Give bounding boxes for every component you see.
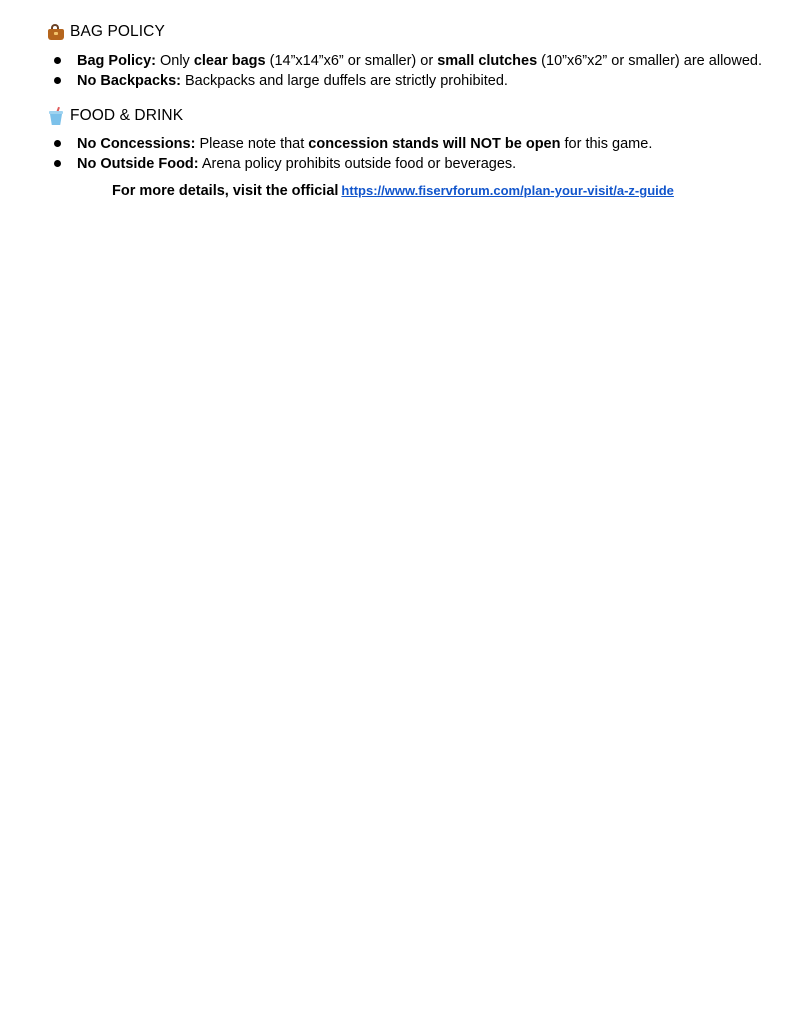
label: No Backpacks:: [77, 73, 181, 89]
food-drink-heading-text: FOOD & DRINK: [70, 107, 184, 124]
list-item-no-backpacks: No Backpacks: Backpacks and large duffels are strictly prohibited.: [0, 71, 791, 91]
label: No Outside Food:: [77, 156, 199, 172]
bullet-icon: [54, 57, 61, 64]
label: No Concessions:: [77, 136, 196, 152]
cup-with-straw-icon: [47, 107, 65, 125]
bullet-icon: [54, 77, 61, 84]
food-drink-list: [0, 134, 791, 174]
bag-policy-heading: [47, 23, 165, 41]
list-item-bag-policy: Bag Policy: Only clear bags (14”x14”x6” or smaller) or small clutches (10”x6”x2” or smaller) are allowed.: [0, 51, 791, 71]
list-item-no-outside-food: No Outside Food: Arena policy prohibits outside food or beverages.: [0, 154, 791, 174]
bag-policy-list: [0, 51, 791, 91]
a-z-guide-link[interactable]: https://www.fiservforum.com/plan-your-visit/a-z-guide: [341, 183, 674, 198]
bullet-icon: [54, 160, 61, 167]
bullet-icon: [54, 140, 61, 147]
more-details-text: For more details, visit the official: [112, 183, 339, 199]
food-drink-heading: [47, 107, 183, 125]
list-item-no-concessions: No Concessions: Please note that concession stands will NOT be open for this game.: [0, 134, 791, 154]
bag-policy-heading-text: BAG POLICY: [70, 23, 165, 40]
label: Bag Policy:: [77, 53, 156, 69]
shopping-bag-icon: [47, 23, 65, 41]
more-details-line: [112, 181, 674, 201]
